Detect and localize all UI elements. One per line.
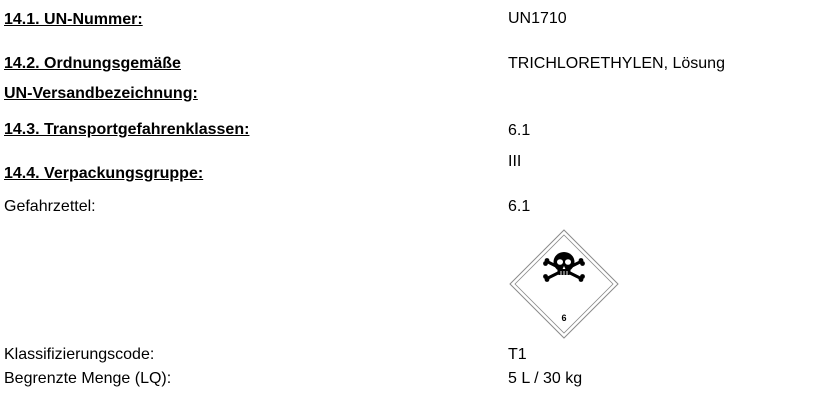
limited-quantity-label: Begrenzte Menge (LQ): [4,370,172,387]
classification-code-label: Klassifizierungscode: [4,346,155,363]
transport-class-value: 6.1 [508,122,531,139]
section-14-2-label-line1: 14.2. Ordnungsgemäße [4,55,181,72]
hazard-label-value: 6.1 [508,198,531,215]
un-number-value: UN1710 [508,10,567,27]
shipping-name-value: TRICHLORETHYLEN, Lösung [508,55,725,72]
hazard-label-label: Gefahrzettel: [4,198,96,215]
limited-quantity-value: 5 L / 30 kg [508,370,583,387]
classification-code-value: T1 [508,346,527,363]
section-14-4-label: 14.4. Verpackungsgruppe: [4,165,204,182]
hazard-class-number: 6 [561,313,567,323]
section-14-3-label: 14.3. Transportgefahrenklassen: [4,121,250,138]
section-14-2-label-line2: UN-Versandbezeichnung: [4,85,198,102]
section-14-1-label: 14.1. UN-Nummer: [4,11,143,28]
packing-group-value: III [508,153,522,170]
hazard-diamond [508,228,620,340]
